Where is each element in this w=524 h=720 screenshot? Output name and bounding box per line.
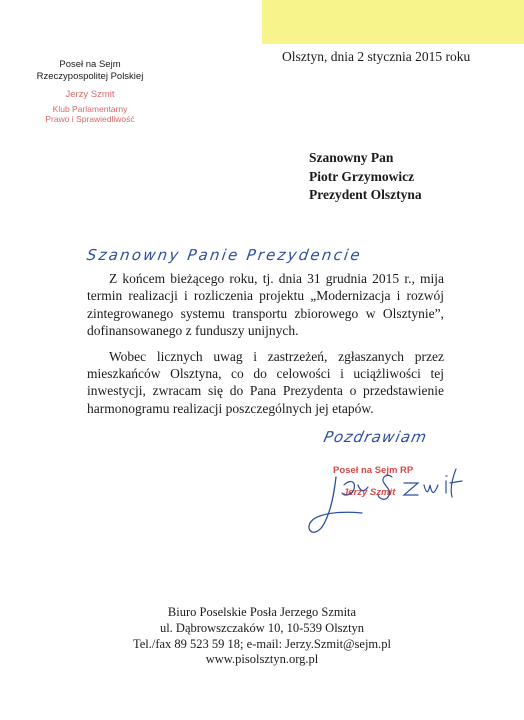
recipient-line-3: Prezydent Olsztyna [309,187,422,202]
footer-line-1: Biuro Poselskie Posła Jerzego Szmita [167,605,357,619]
footer-line-4: www.pisolsztyn.org.pl [205,652,319,667]
letterhead-club [20,104,160,124]
letterhead-title: Poseł na Sejm [59,59,121,70]
club-line-1: Klub Parlamentarny [52,104,128,114]
footer-line-2: ul. Dąbrowszczaków 10, 10-539 Olsztyn [159,620,365,635]
place-date: Olsztyn, dnia 2 stycznia 2015 roku [282,49,471,64]
handwritten-closing: Pozdrawiam [322,428,430,446]
footer-line-3: Tel./fax 89 523 59 18; e-mail: Jerzy.Szmit@sejm.pl [132,636,392,651]
letterhead-subtitle: Rzeczypospolitej Polskiej [36,71,144,82]
paper-margin [0,0,262,44]
stamp-line-1: Poseł na Sejm RP [333,465,414,476]
paragraph-2: Wobec licznych uwag i zastrzeżeń, zgłaszanych przez mieszkańców Olsztyna, co do celowości i uciążliwości tej inwestycji, zwracam się do Pana Prezydenta o przedstawienie harmonogramu realizacji poszczególnych jej etapów. [87,348,444,416]
recipient-line-1: Szanowny Pan [309,150,394,165]
letterhead [20,59,160,124]
club-line-2: Prawo i Sprawiedliwość [45,114,135,124]
letter-body [87,270,444,417]
paragraph-1: Z końcem bieżącego roku, tj. dnia 31 grudnia 2015 r., mija termin realizacji i rozliczenia projektu „Modernizacja i rozwój zintegrowanego systemu transportu zbiorowego w Olsztynie”, dofinansowanego z funduszy unijnych. [87,271,444,339]
signature-icon [300,455,470,540]
handwritten-salutation: Szanowny Panie Prezydencie [85,246,364,264]
office-footer [100,605,424,668]
letterhead-name: Jerzy Szmit [65,89,115,100]
stamp-line-2: Jerzy Szmit [343,487,396,498]
recipient-block [309,149,422,205]
recipient-line-2: Piotr Grzymowicz [309,168,415,184]
